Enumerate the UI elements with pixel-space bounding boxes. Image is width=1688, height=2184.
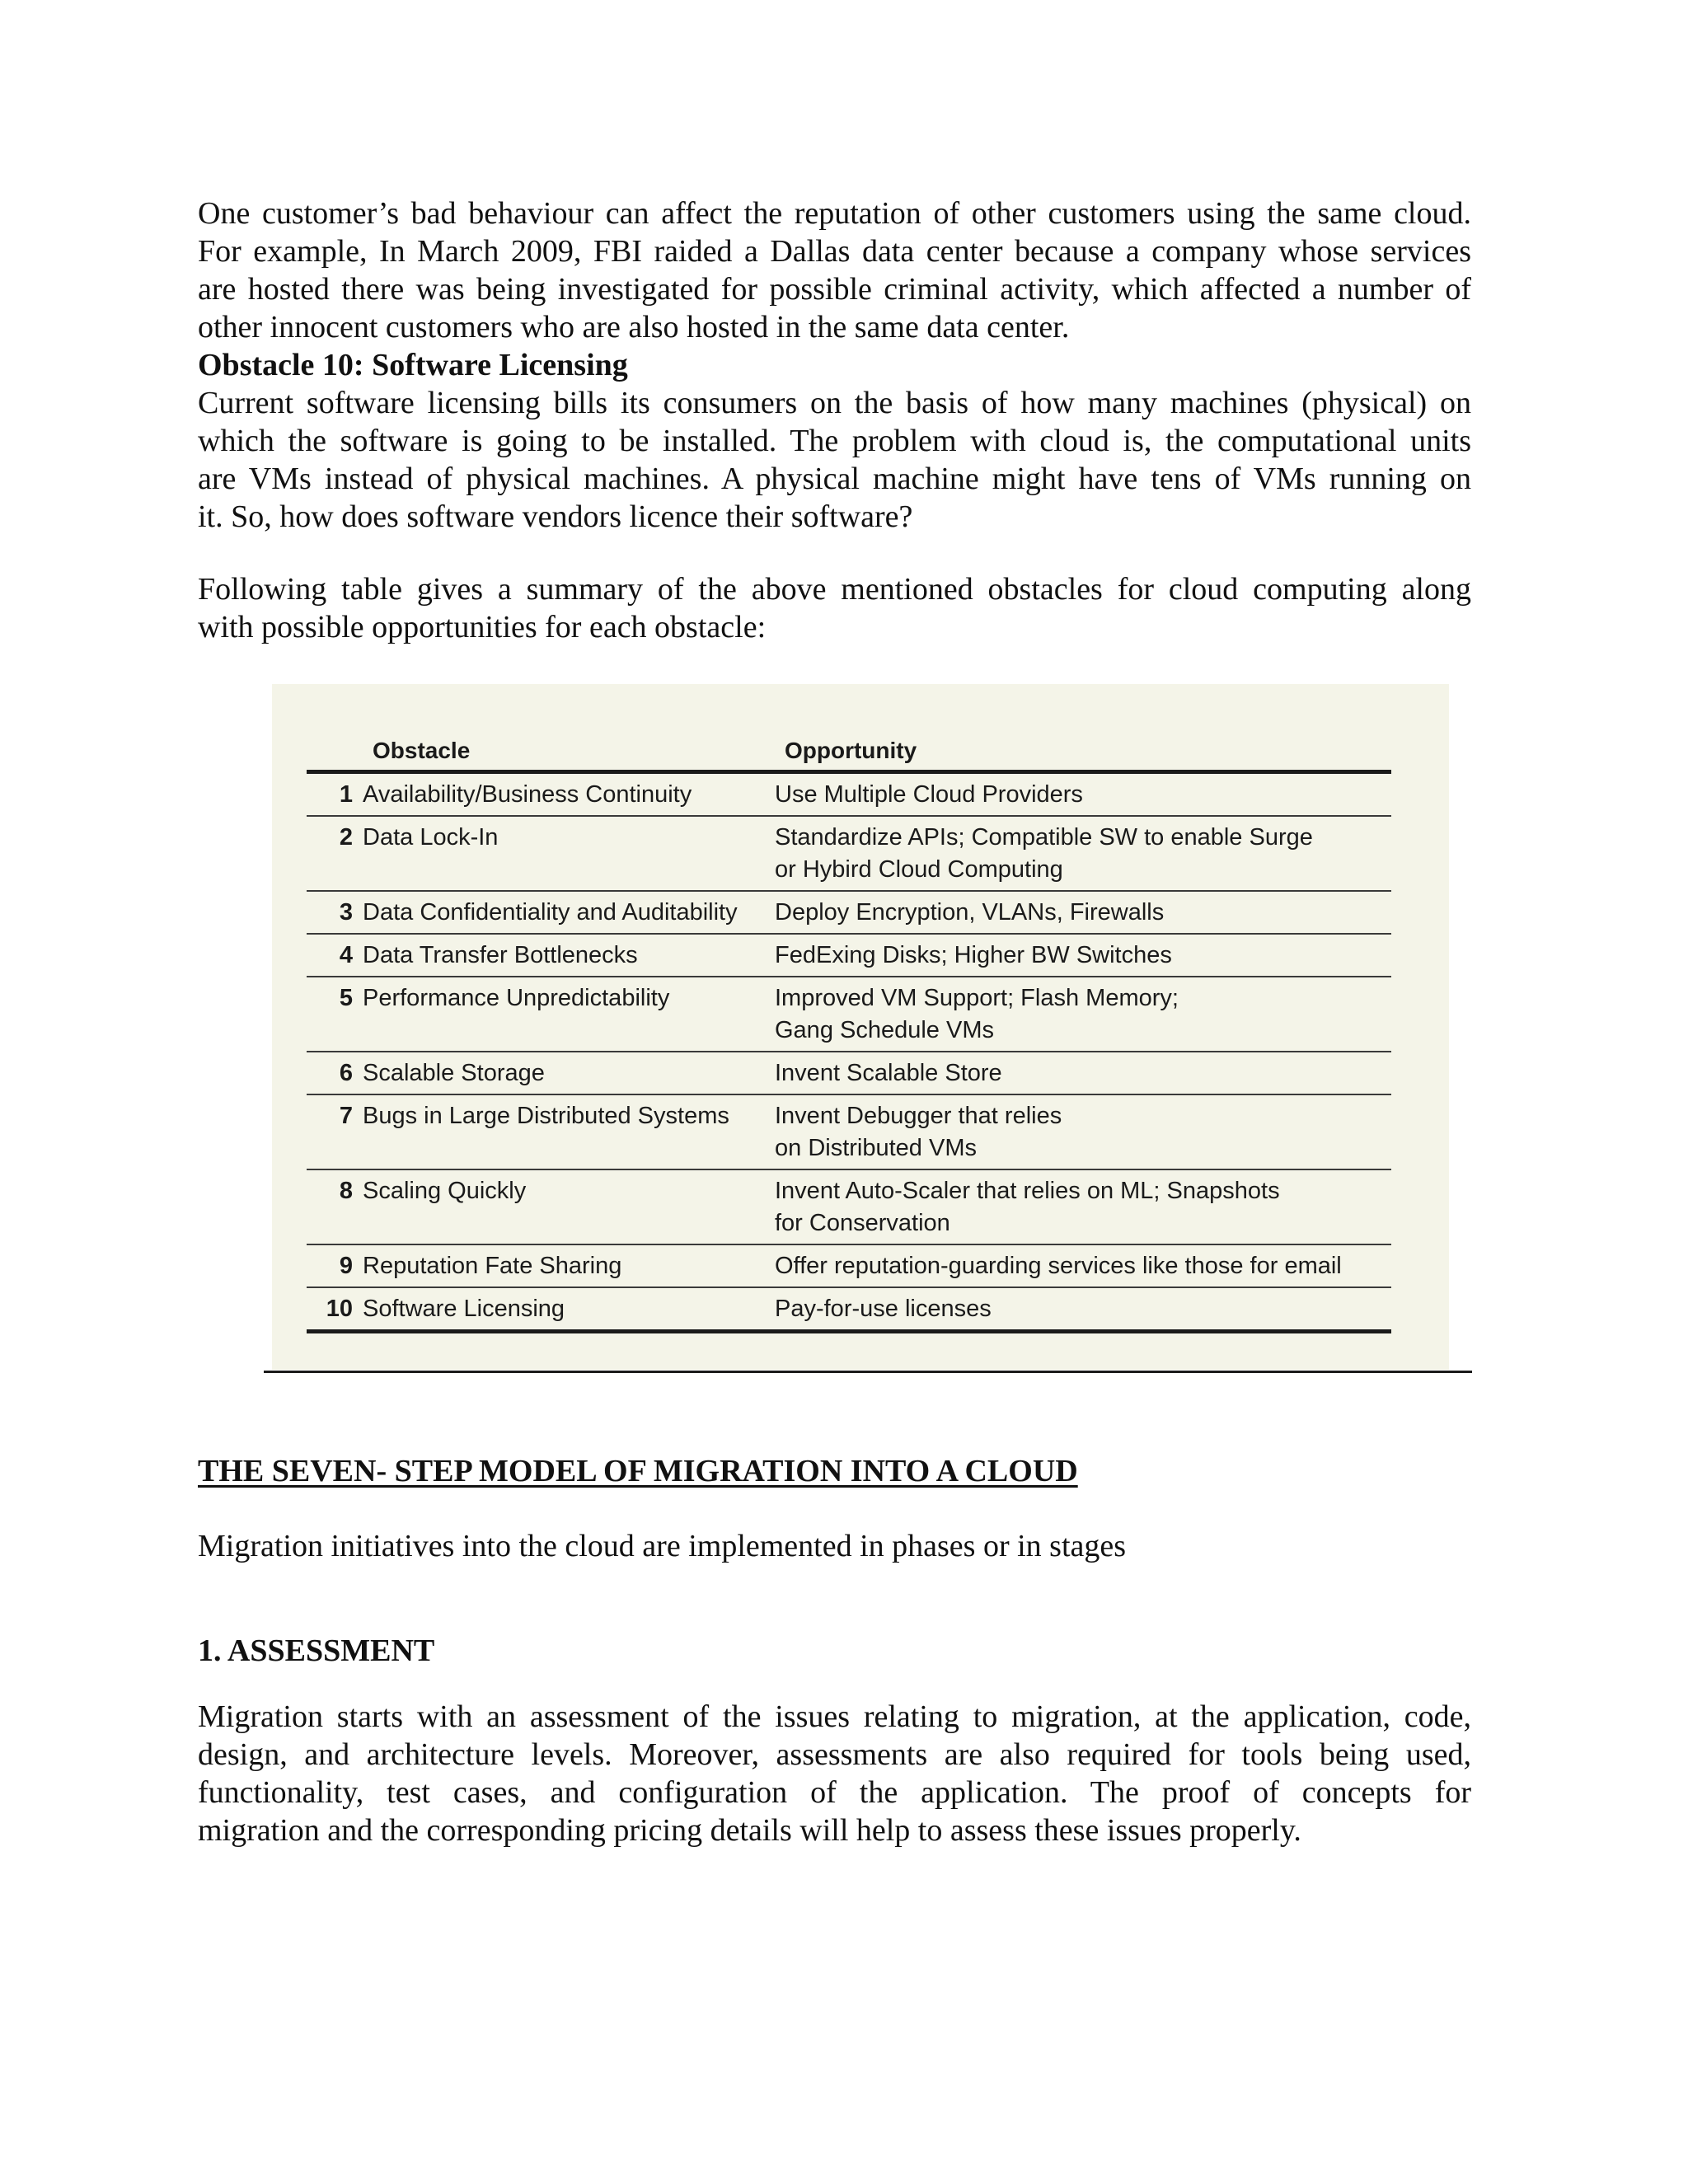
row-obstacle: Data Confidentiality and Auditability bbox=[363, 899, 738, 926]
table-intro-line-2: with possible opportunities for each obstacle: bbox=[198, 610, 767, 644]
table-row bbox=[307, 892, 1391, 935]
row-opportunity: FedExing Disks; Higher BW Switches bbox=[775, 942, 1172, 968]
row-obstacle: Software Licensing bbox=[363, 1296, 565, 1322]
table-header-row bbox=[307, 730, 1391, 774]
row-obstacle: Reputation Fate Sharing bbox=[363, 1253, 622, 1279]
row-obstacle: Data Lock-In bbox=[363, 824, 499, 851]
header-obstacle: Obstacle bbox=[373, 738, 471, 763]
table-row bbox=[307, 1288, 1391, 1333]
row-obstacle: Scaling Quickly bbox=[363, 1178, 527, 1204]
row-opportunity: Use Multiple Cloud Providers bbox=[775, 781, 1083, 808]
reputation-line-2: For example, In March 2009, FBI raided a Dallas data center because a company whose services bbox=[198, 234, 1471, 269]
table-row bbox=[307, 774, 1391, 817]
obstacle-10-heading: Obstacle 10: Software Licensing bbox=[198, 348, 628, 382]
assessment-paragraph bbox=[198, 1698, 1471, 1849]
licensing-line-1: Current software licensing bills its consumers on the basis of how many machines (physical) on bbox=[198, 386, 1471, 420]
reputation-line-4: other innocent customers who are also hosted in the same data center. bbox=[198, 310, 1070, 344]
assessment-line-4: migration and the corresponding pricing details will help to assess these issues properly. bbox=[198, 1813, 1301, 1848]
row-number: 2 bbox=[339, 824, 353, 851]
licensing-line-3: are VMs instead of physical machines. A physical machine might have tens of VMs running on bbox=[198, 462, 1471, 496]
row-number: 1 bbox=[339, 781, 353, 808]
assessment-line-2: design, and architecture levels. Moreover, assessments are also required for tools being used, bbox=[198, 1737, 1471, 1772]
licensing-paragraph bbox=[198, 346, 1471, 536]
figure-bottom-rule bbox=[264, 1371, 1472, 1373]
assessment-line-3: functionality, test cases, and configuration of the application. The proof of concepts for bbox=[198, 1775, 1471, 1810]
reputation-paragraph bbox=[198, 194, 1471, 346]
row-opportunity: Deploy Encryption, VLANs, Firewalls bbox=[775, 899, 1165, 926]
table-row bbox=[307, 1170, 1391, 1245]
row-number: 9 bbox=[339, 1253, 353, 1279]
row-number: 3 bbox=[339, 899, 353, 926]
section-intro-line: Migration initiatives into the cloud are implemented in phases or in stages bbox=[198, 1529, 1127, 1563]
licensing-line-2: which the software is going to be installed. The problem with cloud is, the computational units bbox=[198, 424, 1471, 458]
obstacles-table bbox=[307, 730, 1391, 1333]
table-row bbox=[307, 1095, 1391, 1170]
row-obstacle: Bugs in Large Distributed Systems bbox=[363, 1103, 729, 1129]
row-opportunity: Improved VM Support; Flash Memory; Gang Schedule VMs bbox=[775, 985, 1179, 1043]
row-obstacle: Data Transfer Bottlenecks bbox=[363, 942, 638, 968]
table-row bbox=[307, 935, 1391, 977]
table-intro-paragraph bbox=[198, 570, 1471, 646]
row-opportunity: Pay-for-use licenses bbox=[775, 1296, 992, 1322]
row-opportunity: Standardize APIs; Compatible SW to enable Surge or Hybird Cloud Computing bbox=[775, 824, 1313, 883]
table-row bbox=[307, 817, 1391, 892]
header-opportunity: Opportunity bbox=[785, 738, 917, 763]
reputation-line-3: are hosted there was being investigated for possible criminal activity, which affected a number of bbox=[198, 272, 1471, 307]
row-number: 7 bbox=[339, 1103, 353, 1129]
row-number: 5 bbox=[339, 985, 353, 1011]
row-obstacle: Performance Unpredictability bbox=[363, 985, 670, 1011]
row-obstacle: Availability/Business Continuity bbox=[363, 781, 692, 808]
table-row bbox=[307, 1245, 1391, 1288]
row-number: 8 bbox=[339, 1178, 353, 1204]
row-number: 6 bbox=[339, 1060, 353, 1086]
section-intro-paragraph bbox=[198, 1527, 1471, 1565]
assessment-title: 1. ASSESSMENT bbox=[198, 1633, 435, 1668]
row-opportunity: Invent Auto-Scaler that relies on ML; Snapshots for Conservation bbox=[775, 1178, 1280, 1236]
licensing-line-4: it. So, how does software vendors licence their software? bbox=[198, 499, 913, 534]
row-opportunity: Invent Scalable Store bbox=[775, 1060, 1002, 1086]
row-number: 10 bbox=[326, 1296, 353, 1322]
table-row bbox=[307, 977, 1391, 1052]
row-obstacle: Scalable Storage bbox=[363, 1060, 545, 1086]
row-opportunity: Invent Debugger that relies on Distributed VMs bbox=[775, 1103, 1062, 1161]
row-opportunity: Offer reputation-guarding services like those for email bbox=[775, 1253, 1342, 1279]
table-row bbox=[307, 1052, 1391, 1095]
reputation-line-1: One customer’s bad behaviour can affect the reputation of other customers using the same cloud. bbox=[198, 196, 1471, 231]
assessment-line-1: Migration starts with an assessment of the issues relating to migration, at the application, code, bbox=[198, 1699, 1471, 1734]
row-number: 4 bbox=[339, 942, 353, 968]
table-intro-line-1: Following table gives a summary of the above mentioned obstacles for cloud computing along bbox=[198, 572, 1471, 607]
section-title: THE SEVEN- STEP MODEL OF MIGRATION INTO A CLOUD bbox=[198, 1454, 1078, 1488]
